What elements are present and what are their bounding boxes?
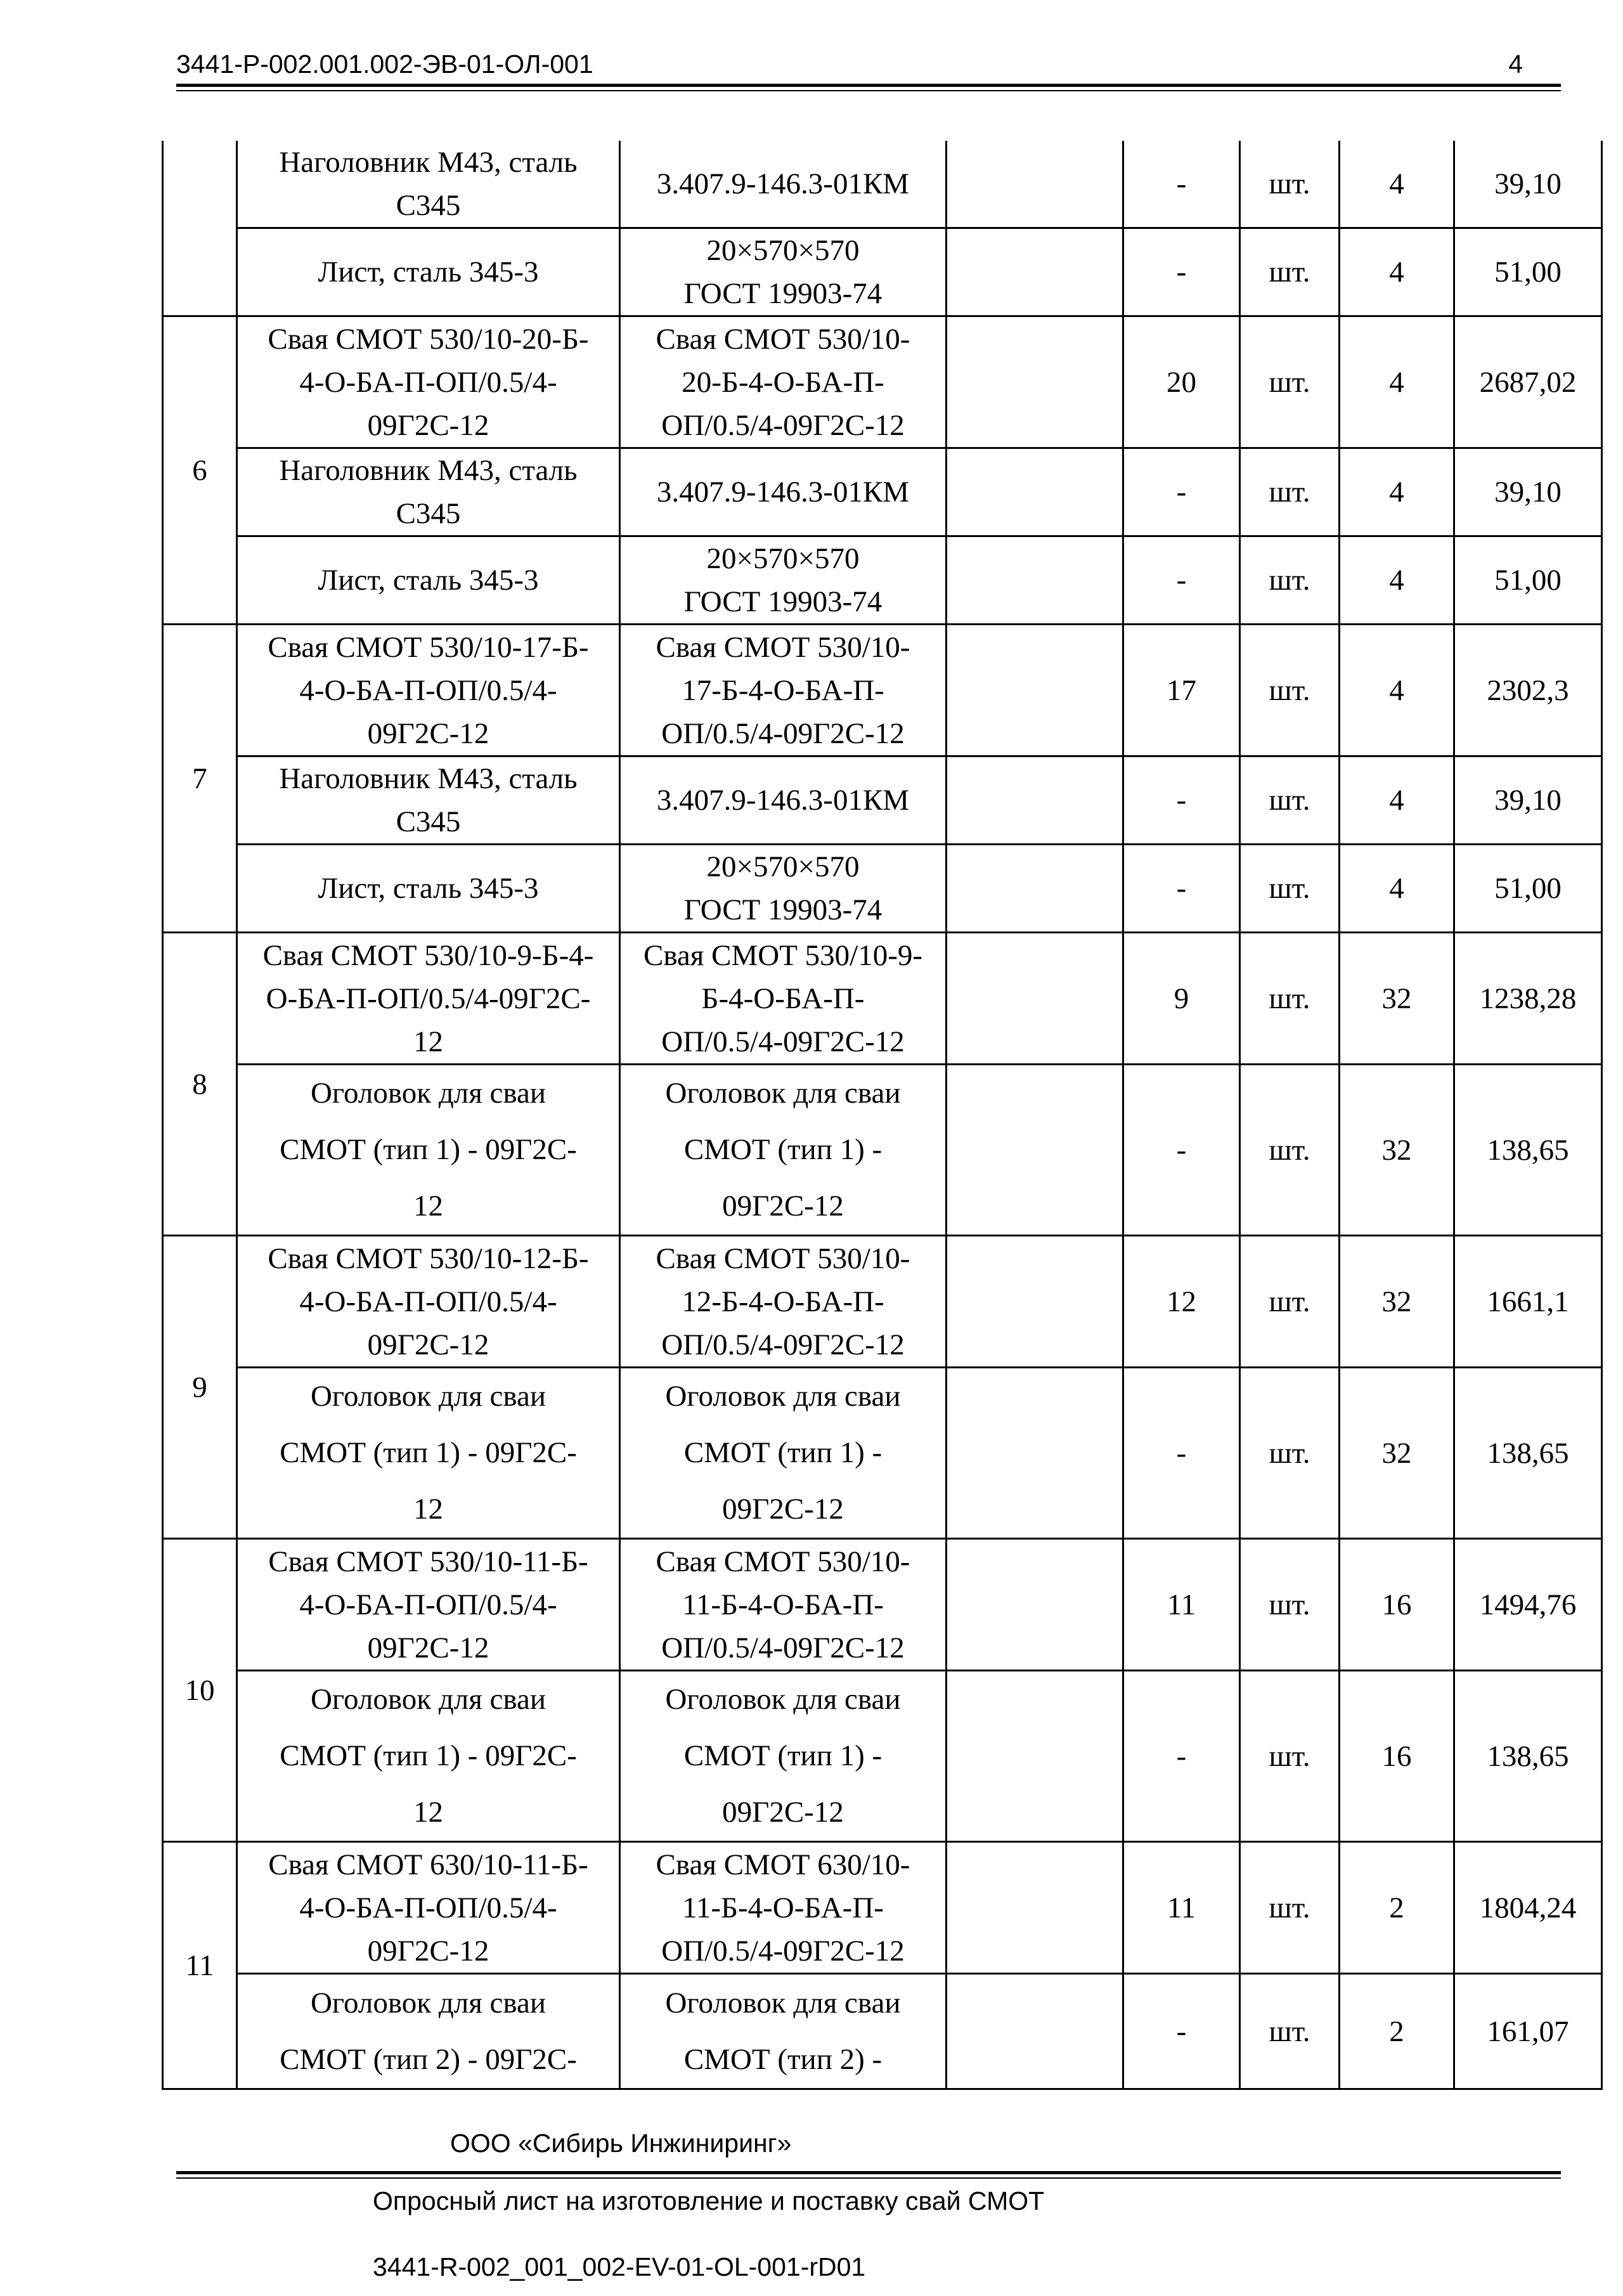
table-row — [163, 845, 1602, 933]
designation-cell: Свая СМОТ 530/10-9- Б-4-О-БА-П- ОП/0.5/4-09Г2С-12 — [620, 933, 947, 1065]
table-row — [163, 933, 1602, 1065]
mass-cell: 1494,76 — [1454, 1539, 1602, 1671]
unit-cell: шт. — [1240, 845, 1340, 933]
unit-cell: шт. — [1240, 1842, 1340, 1974]
extra-cell — [947, 933, 1123, 1065]
item-name-cell: Оголовок для сваи СМОТ (тип 2) - 09Г2С- — [237, 1974, 620, 2089]
designation-cell: Свая СМОТ 530/10- 12-Б-4-О-БА-П- ОП/0.5/4-09Г2С-12 — [620, 1236, 947, 1368]
table-row — [163, 448, 1602, 536]
item-name-cell: Наголовник М43, сталь С345 — [237, 448, 620, 536]
item-name-cell: Оголовок для сваи СМОТ (тип 1) - 09Г2С- 12 — [237, 1671, 620, 1842]
item-name-cell: Свая СМОТ 530/10-17-Б- 4-О-БА-П-ОП/0.5/4- 09Г2С-12 — [237, 625, 620, 756]
extra-cell — [947, 756, 1123, 845]
length-cell: 17 — [1123, 625, 1240, 756]
mass-cell: 51,00 — [1454, 228, 1602, 316]
item-name-cell: Свая СМОТ 530/10-20-Б- 4-О-БА-П-ОП/0.5/4- 09Г2С-12 — [237, 316, 620, 448]
item-name-cell: Свая СМОТ 630/10-11-Б- 4-О-БА-П-ОП/0.5/4- 09Г2С-12 — [237, 1842, 620, 1974]
item-name-cell: Оголовок для сваи СМОТ (тип 1) - 09Г2С- 12 — [237, 1065, 620, 1236]
quantity-cell: 4 — [1340, 536, 1454, 625]
mass-cell: 1804,24 — [1454, 1842, 1602, 1974]
unit-cell: шт. — [1240, 1974, 1340, 2089]
extra-cell — [947, 1842, 1123, 1974]
designation-cell: Оголовок для сваи СМОТ (тип 1) - 09Г2С-12 — [620, 1368, 947, 1539]
table-row — [163, 1671, 1602, 1842]
extra-cell — [947, 228, 1123, 316]
quantity-cell: 4 — [1340, 316, 1454, 448]
length-cell: - — [1123, 756, 1240, 845]
mass-cell: 1238,28 — [1454, 933, 1602, 1065]
length-cell: 20 — [1123, 316, 1240, 448]
table-row — [163, 1065, 1602, 1236]
position-number-cell: 8 — [163, 933, 237, 1236]
designation-cell: 20×570×570 ГОСТ 19903-74 — [620, 845, 947, 933]
designation-cell: Свая СМОТ 630/10- 11-Б-4-О-БА-П- ОП/0.5/4-09Г2С-12 — [620, 1842, 947, 1974]
extra-cell — [947, 845, 1123, 933]
footer-doc-title: Опросный лист на изготовление и поставку свай СМОТ — [373, 2186, 1045, 2215]
unit-cell: шт. — [1240, 756, 1340, 845]
footer-rule-thick — [176, 2171, 1561, 2174]
extra-cell — [947, 316, 1123, 448]
mass-cell: 138,65 — [1454, 1671, 1602, 1842]
mass-cell: 51,00 — [1454, 845, 1602, 933]
table-row — [163, 1842, 1602, 1974]
mass-cell: 39,10 — [1454, 141, 1602, 228]
quantity-cell: 2 — [1340, 1974, 1454, 2089]
extra-cell — [947, 1671, 1123, 1842]
header-rule-thin — [176, 90, 1561, 91]
table-row — [163, 756, 1602, 845]
mass-cell: 138,65 — [1454, 1065, 1602, 1236]
extra-cell — [947, 448, 1123, 536]
designation-cell: Оголовок для сваи СМОТ (тип 2) - — [620, 1974, 947, 2089]
length-cell: 9 — [1123, 933, 1240, 1065]
length-cell: 11 — [1123, 1842, 1240, 1974]
designation-cell: 3.407.9-146.3-01КМ — [620, 448, 947, 536]
unit-cell: шт. — [1240, 1236, 1340, 1368]
item-name-cell: Лист, сталь 345-3 — [237, 845, 620, 933]
extra-cell — [947, 625, 1123, 756]
unit-cell: шт. — [1240, 625, 1340, 756]
unit-cell: шт. — [1240, 1368, 1340, 1539]
position-number-cell: 11 — [163, 1842, 237, 2089]
quantity-cell: 4 — [1340, 228, 1454, 316]
unit-cell: шт. — [1240, 1065, 1340, 1236]
length-cell: 12 — [1123, 1236, 1240, 1368]
quantity-cell: 32 — [1340, 1368, 1454, 1539]
designation-cell: Свая СМОТ 530/10- 20-Б-4-О-БА-П- ОП/0.5/4-09Г2С-12 — [620, 316, 947, 448]
spec-table — [162, 141, 1603, 2090]
table-row — [163, 141, 1602, 228]
unit-cell: шт. — [1240, 1671, 1340, 1842]
footer-rule-thin — [176, 2177, 1561, 2179]
footer-doc-code: 3441-R-002_001_002-EV-01-OL-001-rD01 — [373, 2252, 866, 2281]
quantity-cell: 2 — [1340, 1842, 1454, 1974]
quantity-cell: 32 — [1340, 1065, 1454, 1236]
table-row — [163, 1236, 1602, 1368]
table-row — [163, 536, 1602, 625]
header-doc-code: 3441-Р-002.001.002-ЭВ-01-ОЛ-001 — [176, 49, 593, 79]
extra-cell — [947, 1974, 1123, 2089]
mass-cell: 51,00 — [1454, 536, 1602, 625]
table-row — [163, 316, 1602, 448]
item-name-cell: Свая СМОТ 530/10-11-Б- 4-О-БА-П-ОП/0.5/4- 09Г2С-12 — [237, 1539, 620, 1671]
table-row — [163, 625, 1602, 756]
position-number-cell: 6 — [163, 316, 237, 625]
designation-cell: 20×570×570 ГОСТ 19903-74 — [620, 228, 947, 316]
length-cell: - — [1123, 536, 1240, 625]
quantity-cell: 4 — [1340, 448, 1454, 536]
mass-cell: 138,65 — [1454, 1368, 1602, 1539]
extra-cell — [947, 1236, 1123, 1368]
position-number-cell: 10 — [163, 1539, 237, 1842]
designation-cell: Оголовок для сваи СМОТ (тип 1) - 09Г2С-12 — [620, 1065, 947, 1236]
table-row — [163, 1368, 1602, 1539]
length-cell: - — [1123, 1368, 1240, 1539]
length-cell: - — [1123, 1974, 1240, 2089]
table-row — [163, 1974, 1602, 2089]
designation-cell: 20×570×570 ГОСТ 19903-74 — [620, 536, 947, 625]
mass-cell: 39,10 — [1454, 448, 1602, 536]
table-row — [163, 1539, 1602, 1671]
footer-company: ООО «Сибирь Инжиниринг» — [450, 2129, 792, 2158]
item-name-cell: Лист, сталь 345-3 — [237, 536, 620, 625]
mass-cell: 2687,02 — [1454, 316, 1602, 448]
unit-cell: шт. — [1240, 316, 1340, 448]
quantity-cell: 32 — [1340, 933, 1454, 1065]
designation-cell: 3.407.9-146.3-01КМ — [620, 756, 947, 845]
unit-cell: шт. — [1240, 933, 1340, 1065]
designation-cell: Оголовок для сваи СМОТ (тип 1) - 09Г2С-12 — [620, 1671, 947, 1842]
length-cell: 11 — [1123, 1539, 1240, 1671]
extra-cell — [947, 141, 1123, 228]
quantity-cell: 4 — [1340, 625, 1454, 756]
designation-cell: Свая СМОТ 530/10- 17-Б-4-О-БА-П- ОП/0.5/4-09Г2С-12 — [620, 625, 947, 756]
page-number: 4 — [1508, 49, 1523, 79]
quantity-cell: 16 — [1340, 1671, 1454, 1842]
unit-cell: шт. — [1240, 536, 1340, 625]
quantity-cell: 4 — [1340, 845, 1454, 933]
length-cell: - — [1123, 228, 1240, 316]
extra-cell — [947, 1539, 1123, 1671]
quantity-cell: 4 — [1340, 141, 1454, 228]
quantity-cell: 32 — [1340, 1236, 1454, 1368]
position-number-cell: 7 — [163, 625, 237, 933]
item-name-cell: Оголовок для сваи СМОТ (тип 1) - 09Г2С- 12 — [237, 1368, 620, 1539]
mass-cell: 2302,3 — [1454, 625, 1602, 756]
item-name-cell: Свая СМОТ 530/10-9-Б-4- О-БА-П-ОП/0.5/4-09Г2С- 12 — [237, 933, 620, 1065]
designation-cell: Свая СМОТ 530/10- 11-Б-4-О-БА-П- ОП/0.5/4-09Г2С-12 — [620, 1539, 947, 1671]
mass-cell: 39,10 — [1454, 756, 1602, 845]
extra-cell — [947, 536, 1123, 625]
mass-cell: 1661,1 — [1454, 1236, 1602, 1368]
length-cell: - — [1123, 1671, 1240, 1842]
item-name-cell: Свая СМОТ 530/10-12-Б- 4-О-БА-П-ОП/0.5/4- 09Г2С-12 — [237, 1236, 620, 1368]
item-name-cell: Наголовник М43, сталь С345 — [237, 141, 620, 228]
mass-cell: 161,07 — [1454, 1974, 1602, 2089]
item-name-cell: Лист, сталь 345-3 — [237, 228, 620, 316]
position-number-cell — [163, 141, 237, 316]
table-row — [163, 228, 1602, 316]
unit-cell: шт. — [1240, 1539, 1340, 1671]
extra-cell — [947, 1065, 1123, 1236]
header-rule-thick — [176, 84, 1561, 87]
item-name-cell: Наголовник М43, сталь С345 — [237, 756, 620, 845]
unit-cell: шт. — [1240, 448, 1340, 536]
length-cell: - — [1123, 448, 1240, 536]
length-cell: - — [1123, 845, 1240, 933]
length-cell: - — [1123, 141, 1240, 228]
position-number-cell: 9 — [163, 1236, 237, 1539]
unit-cell: шт. — [1240, 141, 1340, 228]
unit-cell: шт. — [1240, 228, 1340, 316]
length-cell: - — [1123, 1065, 1240, 1236]
quantity-cell: 16 — [1340, 1539, 1454, 1671]
designation-cell: 3.407.9-146.3-01КМ — [620, 141, 947, 228]
quantity-cell: 4 — [1340, 756, 1454, 845]
extra-cell — [947, 1368, 1123, 1539]
